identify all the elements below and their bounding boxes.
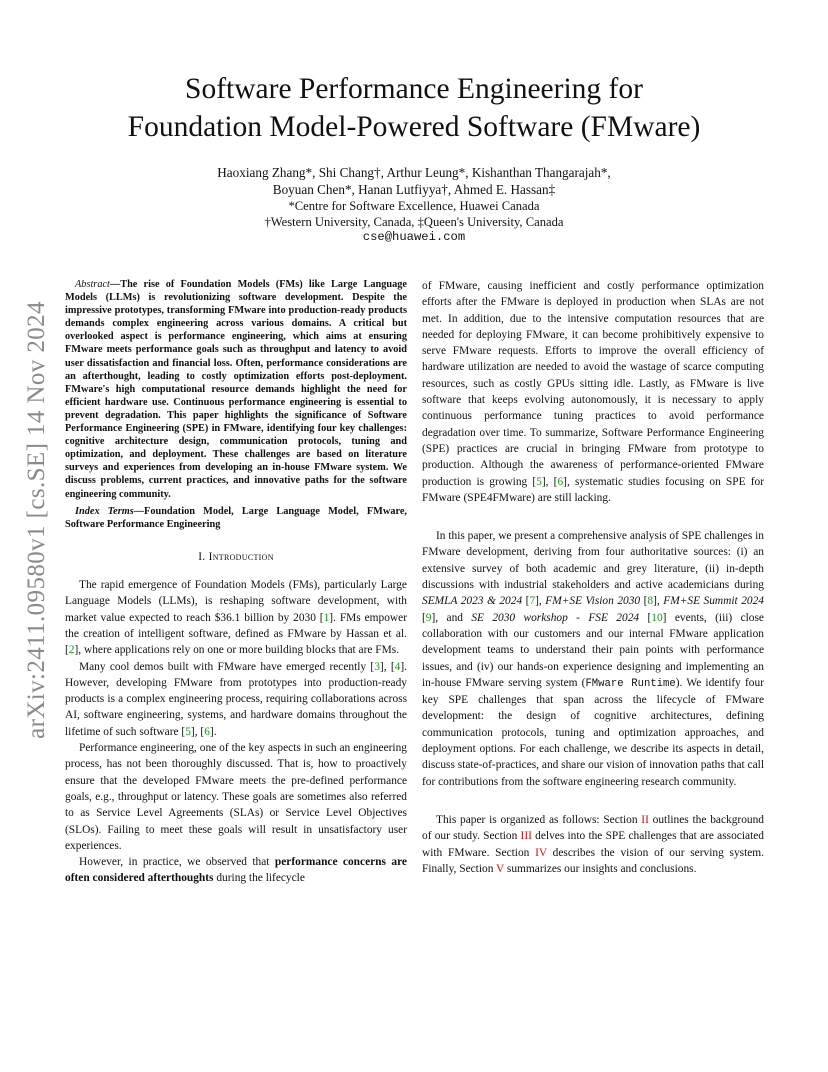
event-name: SEMLA 2023 & 2024 bbox=[422, 595, 523, 608]
section-heading-introduction bbox=[65, 549, 407, 565]
citation-link[interactable]: 5 bbox=[536, 475, 542, 488]
authors-line-2: Boyuan Chen*, Hanan Lutfiyya†, Ahmed E. Hassan‡ bbox=[272, 182, 556, 197]
citation-link[interactable]: 6 bbox=[557, 475, 564, 488]
section-link[interactable]: III bbox=[520, 830, 532, 843]
citation-link[interactable]: 7 bbox=[529, 595, 536, 608]
affiliation-2: †Western University, Canada, ‡Queen's University, Canada bbox=[264, 215, 564, 229]
citation-link[interactable]: 6 bbox=[204, 725, 210, 738]
arxiv-sidebar bbox=[22, 285, 52, 755]
event-name: SE 2030 workshop - FSE 2024 bbox=[471, 611, 640, 624]
citation-link[interactable]: 5 bbox=[185, 725, 191, 738]
event-name: FM+SE Summit 2024 bbox=[663, 595, 764, 608]
contact-email: cse@huawei.com bbox=[362, 230, 466, 244]
authors-line-1: Haoxiang Zhang*, Shi Chang†, Arthur Leung*, Kishanthan Thangarajah*, bbox=[217, 165, 611, 180]
abstract-label: Abstract bbox=[75, 279, 110, 290]
citation-link[interactable]: 9 bbox=[425, 611, 432, 624]
code-term: FMware Runtime bbox=[585, 677, 676, 690]
index-terms-label: Index Terms bbox=[75, 505, 134, 517]
left-column bbox=[65, 278, 407, 887]
intro-paragraph-3: Performance engineering, one of the key aspects in such an engineering process, has not been thoroughly discussed. That is, how to proactively ensure that the developed FMware meets the pre-defined performance goals, e.g., throughput or latency. These goals are sometimes also referred to as Service Level Agreements (SLAs) or Service Level Objectives (SLOs). Failing to meet these goals will result in unsatisfactory user experiences. bbox=[65, 742, 407, 852]
citation-link[interactable]: 8 bbox=[647, 595, 654, 608]
citation-link[interactable]: 3 bbox=[374, 660, 380, 673]
paragraph-gap bbox=[422, 790, 764, 812]
title-line-1: Software Performance Engineering for bbox=[185, 73, 643, 105]
intro-paragraph-2: Many cool demos built with FMware have emerged recently [3], [4]. However, developing FMware from prototypes into production-ready products is a complex engineering process, requiring collaborations across AI, software engineering, systems, and hardware domains throughout the lifetime of such software [5], [6]. bbox=[65, 660, 407, 738]
right-paragraph-1: of FMware, causing inefficient and costly performance optimization efforts after the FMware is deployed in production when SLAs are not met. In addition, due to the intensive computation resources that are needed for deploying FMware, it can become prohibitively expensive to serve FMware requests. Efforts to improve the overall efficiency of hardware utilization are needed to avoid the wastage of scarce computing resources, such as costly GPUs sitting idle. Lastly, as FMware is live software that keeps evolving autonomously, it is necessary to apply continuous performance tuning practices to avoid performance degradation over time. To summarize, Software Performance Engineering (SPE) practices are crucial in bringing FMware from prototype to production. Although the awareness of performance-oriented FMware production is growing [5], [6], systematic studies focusing on SPE for FMware (SPE4FMware) are still lacking. bbox=[422, 280, 764, 504]
event-name: FM+SE Vision 2030 bbox=[545, 595, 641, 608]
intro-paragraph-1: The rapid emergence of Foundation Models (FMs), particularly Large Language Models (LLMs), is reshaping software development, with market value expected to reach $36.1 billion by 2030 [1]. FMs empower the creation of intelligent software, defined as FMware by Hassan et al. [2], where applications rely on one or more building blocks that are FMs. bbox=[65, 579, 407, 657]
section-link[interactable]: IV bbox=[535, 846, 547, 859]
citation-link[interactable]: 1 bbox=[323, 611, 330, 624]
citation-link[interactable]: 4 bbox=[394, 660, 401, 673]
title-line-2: Foundation Model-Powered Software (FMware) bbox=[127, 111, 701, 143]
affiliation-1: *Centre for Software Excellence, Huawei Canada bbox=[288, 199, 540, 213]
citation-link[interactable]: 10 bbox=[651, 611, 663, 624]
right-column bbox=[422, 278, 764, 877]
section-title: Introduction bbox=[208, 550, 274, 563]
section-link[interactable]: V bbox=[496, 862, 505, 875]
index-terms bbox=[65, 505, 407, 531]
author-list bbox=[60, 164, 768, 198]
right-paragraph-3: This paper is organized as follows: Section II outlines the background of our study. Section III delves into the SPE challenges that are associated with FMware. Section IV describes the vision of our serving system. Finally, Section V summarizes our insights and conclusions. bbox=[422, 813, 764, 875]
paper-title bbox=[60, 70, 768, 146]
index-terms-text: —Foundation Model, Large Language Model, FMware, Software Performance Engineering bbox=[65, 505, 407, 530]
emphasis-text: performance concerns are often considered afterthoughts bbox=[65, 856, 407, 885]
paragraph-gap bbox=[422, 506, 764, 528]
intro-paragraph-4: However, in practice, we observed that performance concerns are often considered afterthoughts during the lifecycle bbox=[65, 856, 407, 885]
section-number: I. bbox=[198, 550, 209, 563]
paper-header bbox=[60, 70, 768, 244]
abstract-text: —The rise of Foundation Models (FMs) like Large Language Models (LLMs) is revolutionizing software development. Despite the impressive prototypes, transforming FMware into production-ready products demands complex engineering across various domains. A critical but overlooked aspect is performance engineering, which aims at ensuring FMware meets performance goals such as throughput and latency to avoid user dissatisfaction and financial loss. Often, performance considerations are an afterthought, leading to costly optimization efforts post-deployment. FMware's high computational resource demands highlight the need for efficient hardware use. Continuous performance engineering is essential to prevent degradation. This paper highlights the significance of Software Performance Engineering (SPE) in FMware, identifying four key challenges: cognitive architecture design, communication protocols, tuning and optimization, and deployment. These challenges are based on literature surveys and experiences from developing an in-house FMware system. We discuss problems, current practices, and innovative paths for the software engineering community. bbox=[65, 279, 407, 500]
abstract bbox=[65, 278, 407, 501]
citation-link[interactable]: 2 bbox=[68, 644, 75, 657]
section-link[interactable]: II bbox=[641, 813, 649, 826]
right-paragraph-2: In this paper, we present a comprehensive analysis of SPE challenges in FMware development, deriving from four authoritative sources: (i) an extensive survey of both academic and grey literature, (ii) in-depth discussions with industrial stakeholders and active academicians during SEMLA 2023 & 2024 [7], FM+SE Vision 2030 [8], FM+SE Summit 2024 [9], and SE 2030 workshop - FSE 2024 [10] events, (iii) close collaboration with our customers and our internal FMware application development teams to understand their pain points with performance issues, and (iv) our hands-on experience designing and implementing an in-house FMware serving system (FMware Runtime). We identify four key SPE challenges that span across the lifecycle of FMware development: the design of cognitive architectures, defining communication protocols, tuning and optimization approaches, and deployment options. For each challenge, we describe its aspects in detail, discuss state-of-practices, and share our vision of innovation paths that call for contributions from the software engineering research community. bbox=[422, 530, 764, 788]
arxiv-identifier: arXiv:2411.09580v1 [cs.SE] 14 Nov 2024 bbox=[23, 301, 50, 739]
